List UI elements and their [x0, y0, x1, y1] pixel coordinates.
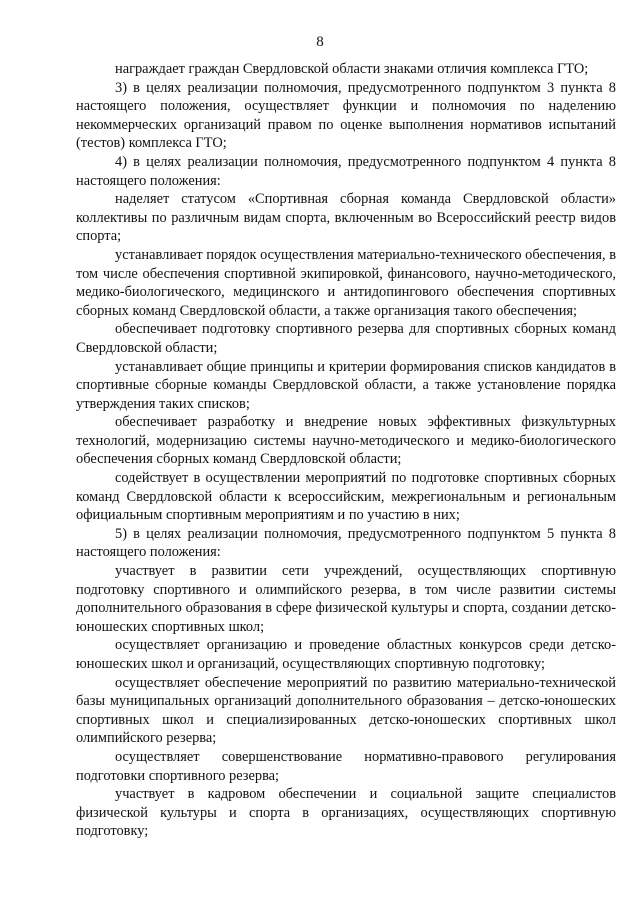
- paragraph: содействует в осуществлении мероприятий по подготовке спортивных сборных команд Свердловской области к всероссийским, межрегиональным и региональным официальным спортивным мероприятиям и по участию в них;: [76, 470, 616, 524]
- paragraph: 4) в целях реализации полномочия, предусмотренного подпунктом 4 пункта 8 настоящего положения:: [76, 153, 616, 189]
- paragraph: 3) в целях реализации полномочия, предусмотренного подпунктом 3 пункта 8 настоящего положения, осуществляет функции и полномочия по наделению некоммерческих организаций правом по оценке выполнения нормативов испытаний (тестов) комплекса ГТО;: [76, 79, 616, 152]
- document-body: [76, 60, 616, 841]
- paragraph: наделяет статусом «Спортивная сборная команда Свердловской области» коллективы по различным видам спорта, включенным во Всероссийский реестр видов спорта;: [76, 191, 616, 245]
- paragraph: осуществляет совершенствование нормативно-правового регулирования подготовки спортивного резерва;: [76, 748, 616, 784]
- paragraph: осуществляет обеспечение мероприятий по развитию материально-технической базы муниципальных организаций дополнительного образования – детско-юношеских спортивных школ и специализированных детско-юношеских спортивных школ олимпийского резерва;: [76, 674, 616, 747]
- paragraph: устанавливает общие принципы и критерии формирования списков кандидатов в спортивные сборные команды Свердловской области, а также установление порядка утверждения таких списков;: [76, 358, 616, 412]
- paragraph: обеспечивает разработку и внедрение новых эффективных физкультурных технологий, модернизацию системы научно-методического и медико-биологического обеспечения сборных команд Свердловской области;: [76, 414, 616, 468]
- paragraph: участвует в развитии сети учреждений, осуществляющих спортивную подготовку спортивного и олимпийского резерва, в том числе развитии системы дополнительного образования в сфере физической культуры и спорта, создании детско-юношеских спортивных школ;: [76, 563, 616, 635]
- paragraph: 5) в целях реализации полномочия, предусмотренного подпунктом 5 пункта 8 настоящего положения:: [76, 525, 616, 561]
- paragraph: обеспечивает подготовку спортивного резерва для спортивных сборных команд Свердловской области;: [76, 321, 616, 356]
- paragraph: устанавливает порядок осуществления материально-технического обеспечения, в том числе обеспечения спортивной экипировкой, финансового, научно-методического, медико-биологического, медицинского и антидопингового обеспечения спортивных сборных команд Свердловской области, а также организация такого обеспечения;: [76, 246, 616, 319]
- paragraph: награждает граждан Свердловской области знаками отличия комплекса ГТО;: [115, 61, 589, 77]
- paragraph: участвует в кадровом обеспечении и социальной защите специалистов физической культуры и спорта в организациях, осуществляющих спортивную подготовку;: [76, 786, 616, 840]
- paragraph: осуществляет организацию и проведение областных конкурсов среди детско-юношеских школ и организаций, осуществляющих спортивную подготовку;: [76, 637, 616, 672]
- page-number: 8: [316, 34, 324, 50]
